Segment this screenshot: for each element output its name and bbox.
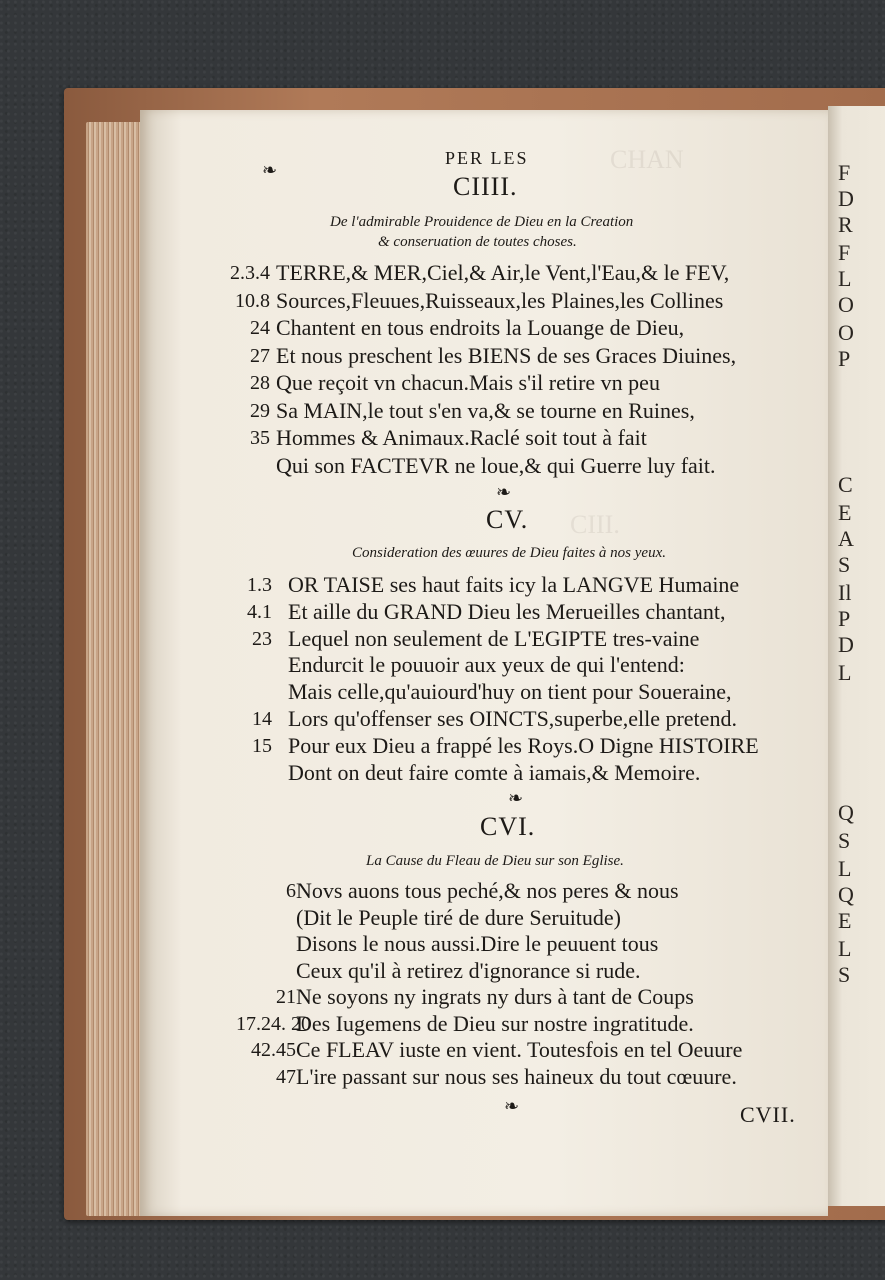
facing-page-initial: F [838,160,851,185]
verse-line: (Dit le Peuple tiré de dure Seruitude) [296,904,622,930]
verse-line: Sources,Fleuues,Ruisseaux,les Plaines,les Collines [276,287,724,313]
facing-page-initial: S [838,962,851,987]
catchword: CVII. [740,1102,796,1127]
book-page: CHAN CIII. ❧ PER LES CIIII. De l'admirable Prouidence de Dieu en la Creation & conseruation de toutes choses. 2.3.4 TERRE,& MER,Ciel,& Air,le Vent,l'Eau,& le FEV, 10.8 Sources,Fleuues,Ruisseaux,les Plaines,les Collines 24 Chantent en tous endroits la Louange de Dieu, 27 Et nous preschent les BIENS de ses Graces Diuines, 28 Que reçoit vn chacun.Mais s'il retire vn peu 29 Sa MAIN,le tout s'en va,& se tourne en Ruines, 35 Hommes & Animaux.Raclé soit tout à fait Qui son FACTEVR ne loue,& qui Guerre luy fait. ❧ CV. Consideration des œuures de Dieu faites à nos yeux. 1.3 OR TAISE ses haut faits icy la LANGVE Humaine 4.1 Et aille du GRAND Dieu les Merueilles chantant, 23 Lequel non seulement de L'EGIPTE tres-vaine Endurcit le pouuoir aux yeux de qui l'entend: Mais celle,qu'auiourd'huy on tient pour Soueraine, 14 Lors qu'offenser ses OINCTS,superbe,elle pretend. 15 Pour eux Dieu a frappé les Roys.O Digne HISTOIRE Dont on deut faire comte à iamais,& Memoire. ❧ CVI. La Cause du Fleau de Dieu sur son Eglise. 6 Novs auons tous peché,& nos peres & nous (Dit le Peuple tiré de dure Seruitude) Disons le nous aussi.Dire le peuuent tous Ceux qu'il à retirez d'ignorance si rude. 21 Ne soyons ny ingrats ny durs à tant de Coups 17.24. 20 Des Iugemens de Dieu sur nostre ingratitude. 42.45 Ce FLEAV iuste en vient. Toutesfois en tel Oeuure 47 L'ire passant sur nous ses haineux du tout cœuure. ❧ CVII. [140,110,828,1216]
verse-line: Endurcit le pouuoir aux yeux de qui l'entend: [288,652,685,678]
verse-line: TERRE,& MER,Ciel,& Air,le Vent,l'Eau,& le FEV, [276,260,730,285]
verse-line: Que reçoit vn chacun.Mais s'il retire vn peu [276,370,660,395]
verse-reference: 27 [250,344,270,367]
section-separator-ornament: ❧ [508,788,524,808]
facing-page-initial: S [838,828,851,853]
verse-line: Qui son FACTEVR ne loue,& qui Guerre luy fait. [276,452,716,478]
verse-line: Dont on deut faire comte à iamais,& Memoire. [288,759,701,785]
verse-reference: 29 [250,399,270,422]
section-title: La Cause du Fleau de Dieu sur son Eglise. [366,853,624,869]
verse-line: Chantent en tous endroits la Louange de Dieu, [276,315,685,340]
verse-line: Et nous preschent les BIENS de ses Graces Diuines, [276,342,737,368]
verse-reference: 6 [286,880,296,902]
section-number: CV. [486,505,529,534]
facing-page-initial: C [838,472,853,497]
verse-line: OR TAISE ses haut faits icy la LANGVE Humaine [288,572,740,597]
page-edges [86,122,148,1216]
page-ornament-bottom: ❧ [504,1096,520,1116]
verse-reference: 10.8 [235,289,270,312]
verse-reference: 23 [252,627,272,650]
verse-line: Mais celle,qu'auiourd'huy on tient pour Soueraine, [288,679,732,705]
facing-page-initial: L [838,660,852,685]
facing-page-initial: P [838,346,851,371]
facing-page [828,106,885,1206]
verse-reference: 42.45 [251,1039,296,1061]
verse-reference: 17.24. 20 [236,1012,311,1035]
section-number: CVI. [480,812,536,841]
facing-page-initial: D [838,632,854,657]
facing-page-initial: S [838,552,851,577]
section-title: & conseruation de toutes choses. [378,234,577,250]
verse-reference: 24 [250,317,270,339]
facing-page-initial: F [838,240,851,265]
verse-line: Disons le nous aussi.Dire le peuuent tous [296,931,659,956]
facing-page-initial: O [838,320,854,345]
section-separator-ornament: ❧ [496,482,512,502]
verse-line: Lors qu'offenser ses OINCTS,superbe,elle pretend. [288,706,737,731]
facing-page-initial: L [838,266,852,291]
verse-line: Pour eux Dieu a frappé les Roys.O Digne HISTOIRE [288,732,759,758]
verse-line: Novs auons tous peché,& nos peres & nous [296,878,679,903]
section-title: Consideration des œuures de Dieu faites à nos yeux. [352,545,666,561]
verse-reference: 4.1 [247,600,272,623]
verse-line: Et aille du GRAND Dieu les Merueilles chantant, [288,598,726,624]
verse-reference: 15 [252,734,272,757]
facing-page-initial: Il [838,580,852,605]
verse-reference: 1.3 [247,574,272,596]
verse-reference: 47 [276,1065,296,1088]
facing-page-initial: L [838,936,852,961]
verse-reference: 35 [250,427,270,449]
facing-page-initial: Q [838,882,854,907]
facing-page-initial: A [838,526,854,551]
verse-line: Hommes & Animaux.Raclé soit tout à fait [276,425,647,450]
running-head: PER LES [445,148,529,168]
verse-line: Ne soyons ny ingrats ny durs à tant de Coups [296,984,694,1009]
verse-reference: 14 [252,708,272,730]
facing-page-initial: E [838,908,852,933]
facing-page-initial: R [838,212,853,237]
verse-line: Des Iugemens de Dieu sur nostre ingratitude. [296,1010,694,1036]
facing-page-initial: P [838,606,851,631]
page-ornament-top: ❧ [262,160,278,180]
verse-reference: 21 [276,986,296,1008]
verse-line: Sa MAIN,le tout s'en va,& se tourne en Ruines, [276,397,695,423]
verse-reference: 2.3.4 [230,262,270,284]
section-title: De l'admirable Prouidence de Dieu en la Creation [330,214,634,230]
verse-line: Ce FLEAV iuste en vient. Toutesfois en tel Oeuure [296,1037,743,1062]
facing-page-initial: Q [838,800,854,825]
verse-reference: 28 [250,372,270,394]
facing-page-initial: O [838,292,854,317]
verse-line: Ceux qu'il à retirez d'ignorance si rude. [296,957,641,983]
facing-page-initial: L [838,856,852,881]
facing-page-initial: E [838,500,852,525]
facing-page-initial: D [838,186,854,211]
verse-line: L'ire passant sur nous ses haineux du tout cœuure. [296,1063,737,1089]
section-number: CIIII. [453,172,518,201]
verse-line: Lequel non seulement de L'EGIPTE tres-vaine [288,625,700,651]
